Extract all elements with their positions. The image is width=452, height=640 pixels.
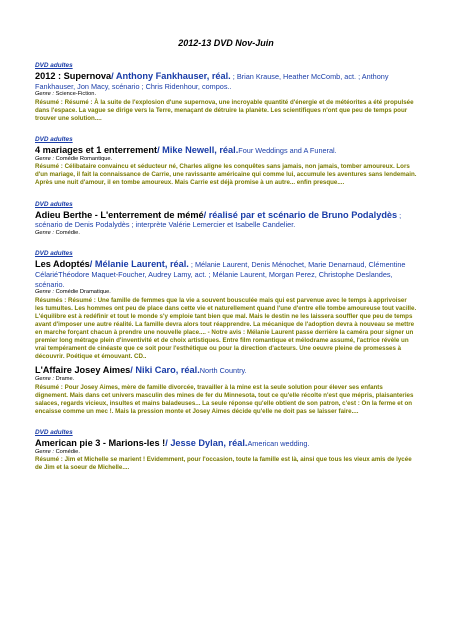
catalog-entry — [35, 421, 417, 472]
entry-heading: 2012 : Supernova/ Anthony Fankhauser, réal. ; Brian Krause, Heather McComb, act. ; Anthony Fankhauser, Jon Macy, scénario ; Chris Ridenhour, compos.. — [35, 71, 389, 91]
entry-contributors: American wedding. — [247, 439, 310, 448]
catalog-entry — [35, 242, 417, 361]
genre-value: Drame. — [55, 376, 75, 383]
entry-author: réalisé par et scénario de Bruno Podalydès — [208, 209, 398, 220]
genre-value: Comédie. — [55, 229, 80, 236]
entry-author: Jesse Dylan, réal. — [170, 438, 248, 448]
genre-label: Genre : — [35, 91, 54, 98]
entry-author: Mélanie Laurent, réal. — [94, 259, 189, 270]
entry-heading: American pie 3 - Marions-les !/ Jesse Dylan, réal.American wedding. — [35, 438, 310, 448]
entry-contributors: Four Weddings and A Funeral. — [238, 146, 337, 156]
entry-author: Anthony Fankhauser, réal. — [115, 71, 231, 81]
genre-value: Comédie Dramatique. — [55, 289, 111, 296]
entry-title: American pie 3 - Marions-les ! — [35, 438, 166, 448]
genre-label: Genre : — [35, 289, 54, 296]
entry-contributors: ; scénario de Denis Podalydès ; interprète Valérie Lemercier et Isabelle Candelier. — [35, 210, 402, 230]
category-link[interactable]: DVD adultes — [35, 136, 73, 144]
entry-genre — [35, 91, 417, 99]
entry-contributors: North Country. — [199, 366, 247, 376]
entry-author: Mike Newell, réal. — [162, 145, 239, 156]
entry-genre — [35, 376, 417, 384]
entry-title: 2012 : Supernova — [35, 71, 112, 81]
genre-label: Genre : — [35, 155, 54, 162]
entry-title: Les Adoptés — [35, 259, 90, 270]
entry-genre — [35, 289, 417, 297]
entry-title: 4 mariages et 1 enterrement — [35, 145, 158, 156]
genre-label: Genre : — [35, 448, 54, 455]
category-link[interactable]: DVD adultes — [35, 250, 73, 258]
genre-label: Genre : — [35, 376, 54, 383]
genre-value: Science-Fiction. — [55, 91, 97, 98]
entry-genre — [35, 449, 417, 457]
entry-contributors: ; Brian Krause, Heather McComb, act. ; Anthony Fankhauser, Jon Macy, scénario ; Chris Ridenhour, compos.. — [35, 72, 389, 91]
catalog-entry — [35, 128, 417, 187]
entry-heading: Les Adoptés/ Mélanie Laurent, réal. ; Mélanie Laurent, Denis Ménochet, Marie Denarnaud, Clémentine CélariéThéodore Maquet-Foucher, Audrey Lamy, act. ; Mélanie Laurent, Morgan Perez, Christophe Deslandes, scénario. — [35, 259, 406, 289]
entry-heading: L'Affaire Josey Aimes/ Niki Caro, réal.North Country. — [35, 365, 247, 376]
entry-genre — [35, 156, 417, 164]
entry-resume: Résumés : Résumé : Une famille de femmes que la vie a souvent bousculée mais qui est parvenue avec le temps à apprivoiser les tumultes. Les hommes ont peu de place dans cette vie et naturellement quand l'une d'entre elle tombe amoureuse tout vacille. L'équilibre est à redéfinir et tout le monde s'y emploie tant bien que mal. Mais le destin ne les laissera souffler que peu de temps avant d'imposer une autre réalité. La famille devra alors tout réapprendre. La mécanique de l'adoption devra à nouveau se mettre en marche forçant chacun à prendre une nouvelle place.... - Notre avis : Mélanie Laurent passe derrière la caméra pour signer un premier long métrage plein d'inventivité et de choix artistiques. Entre film romantique et mélodrame assumé, l'actrice révèle un vrai tempérament de cinéaste que ce soit pour l'esthétique ou pour la direction d'acteurs. Une oeuvre pleine de promesses à découvrir. Poétique et émouvant. CD.. — [35, 296, 417, 361]
entry-genre — [35, 230, 417, 238]
entry-title: L'Affaire Josey Aimes — [35, 365, 131, 376]
entry-heading: Adieu Berthe - L'enterrement de mémé/ réalisé par et scénario de Bruno Podalydès ; scénario de Denis Podalydès ; interprète Valérie Lemercier et Isabelle Candelier. — [35, 209, 402, 230]
genre-label: Genre : — [35, 229, 54, 236]
genre-value: Comédie Romantique. — [55, 155, 113, 162]
catalog-entry — [35, 54, 417, 123]
category-link[interactable]: DVD adultes — [35, 62, 73, 69]
catalog-entry — [35, 193, 417, 238]
entry-resume: Résumé : Célibataire convaincu et séducteur né, Charles aligne les conquêtes sans jamais, non jamais, tomber amoureux. Lors d'un mariage, il fait la connaissance de Carrie, une ravissante américaine qui comme lui, accumule les aventures sans lendemain. Après une nuit d'amour, il en tombe amoureux. Mais Carrie est déjà promise à un autre... enfin presque.... — [35, 163, 417, 187]
entry-contributors: ; Mélanie Laurent, Denis Ménochet, Marie Denarnaud, Clémentine CélariéThéodore Maquet-Foucher, Audrey Lamy, act. ; Mélanie Laurent, Morgan Perez, Christophe Deslandes, scénario. — [35, 260, 406, 289]
entry-resume: Résumé : Jim et Michelle se marient ! Evidemment, pour l'occasion, toute la famille est là, ainsi que tous les vieux amis de lycée de Jim et la soeur de Michelle.... — [35, 456, 412, 472]
catalog-entry — [35, 366, 417, 416]
entry-heading: 4 mariages et 1 enterrement/ Mike Newell, réal.Four Weddings and A Funeral. — [35, 145, 337, 156]
entry-title: Adieu Berthe - L'enterrement de mémé — [35, 209, 204, 220]
entry-author: Niki Caro, réal. — [135, 365, 200, 376]
category-link[interactable]: DVD adultes — [35, 429, 73, 436]
entry-resume: Résumé : Résumé : À la suite de l'explosion d'une supernova, une incroyable quantité d'énergie et de météorites a été propulsée dans l'espace. La vague se dirige vers la Terre, menaçant de détruire la planète. Les scientifiques n'ont que peu de temps pour trouver une solution.... — [35, 98, 414, 122]
category-link[interactable]: DVD adultes — [35, 200, 73, 208]
entry-resume: Résumé : Pour Josey Aimes, mère de famille divorcée, travailler à la mine est la seule solution pour élever ses enfants dignement. Mais dans cet univers masculin des mines de fer du Minnesota, tout ce qu'elle récolte n'est que mépris, plaisanteries salaces, regards vicieux, insultes et mains baladeuses... La seule réponse qu'elle obtient de son patron, c'est : On la ferme et on encaisse comme un mec !. Mais la pression monte et Josey Aimes décide qu'elle ne doit pas se laisser faire.... — [35, 383, 414, 415]
page-title: 2012-13 DVD Nov-Juin — [178, 38, 274, 48]
genre-value: Comédie. — [55, 448, 80, 455]
